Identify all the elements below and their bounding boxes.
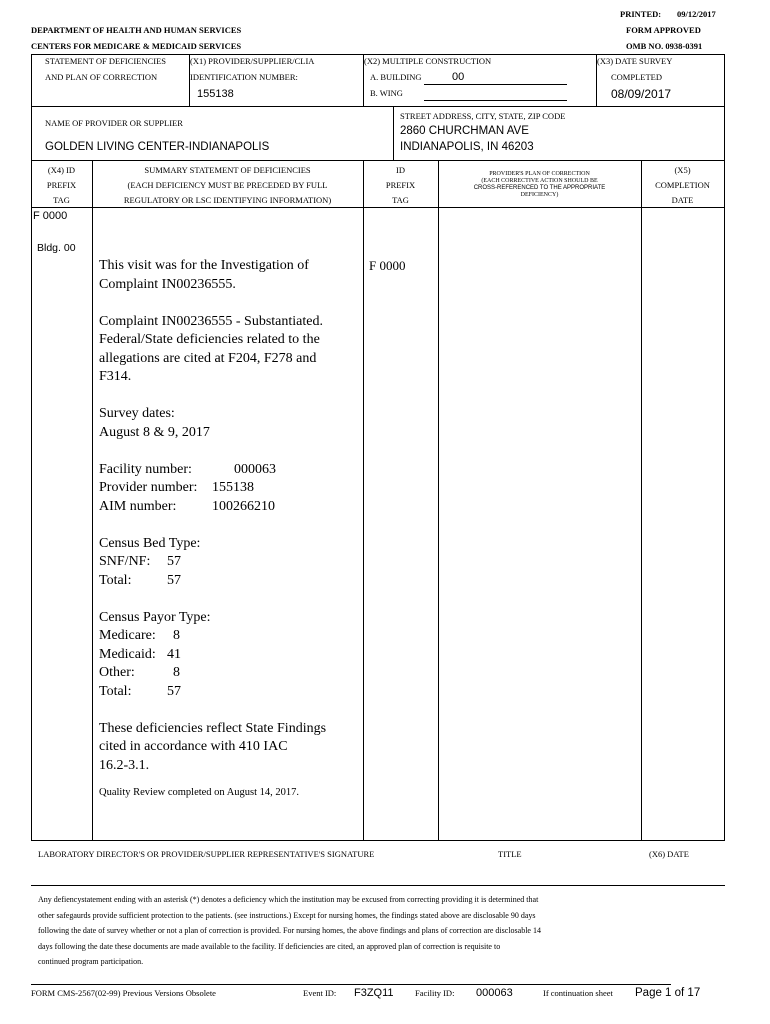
id-header: ID: [396, 165, 405, 175]
facility-number-row: [99, 461, 361, 480]
x2-label: (X2) MULTIPLE CONSTRUCTION: [364, 56, 492, 66]
bed-total-value: 57: [167, 572, 181, 588]
x4-header: (X4) ID: [47, 165, 76, 175]
event-id-label: Event ID:: [303, 988, 337, 998]
plan-header-l1: PROVIDER'S PLAN OF CORRECTION: [489, 171, 590, 177]
medicare-row: [99, 627, 361, 646]
address-line-1: 2860 CHURCHMAN AVE: [400, 125, 529, 137]
form-number: FORM CMS-2567(02-99) Previous Versions Obsolete: [31, 988, 216, 998]
medicaid-label: Medicaid:: [99, 646, 156, 662]
address-line-2: INDIANAPOLIS, IN 46203: [400, 141, 534, 153]
bed-total-row: [99, 572, 361, 591]
x4-tag: TAG: [53, 195, 70, 205]
printed-date: 09/12/2017: [677, 9, 716, 19]
x5-header: (X5): [674, 165, 691, 175]
other-row: [99, 664, 361, 683]
summary-subheader: (EACH DEFICIENCY MUST BE PRECEDED BY FULL: [127, 180, 328, 190]
aim-number-label: AIM number:: [99, 498, 177, 514]
facility-number-label: Facility number:: [99, 461, 192, 477]
title-label: TITLE: [498, 849, 522, 859]
payor-total-row: [99, 683, 361, 702]
plan-header-l4: DEFICIENCY): [520, 192, 559, 198]
snf-row: [99, 553, 361, 572]
provider-name: GOLDEN LIVING CENTER-INDIANAPOLIS: [45, 141, 270, 153]
x4-prefix: PREFIX: [46, 180, 77, 190]
disclaimer-l5: continued program participation.: [38, 957, 144, 966]
p1-line-1: This visit was for the Investigation of: [99, 258, 309, 273]
wing-underline: [424, 100, 567, 101]
x1-label: (X1) PROVIDER/SUPPLIER/CLIA: [190, 56, 315, 66]
census-bed-label: Census Bed Type:: [99, 535, 201, 551]
plan-label: AND PLAN OF CORRECTION: [45, 72, 158, 82]
facility-id-value: 000063: [476, 987, 513, 999]
p2-line-1: Complaint IN00236555 - Substantiated.: [99, 313, 323, 329]
page-number: Page 1 of 17: [635, 987, 701, 999]
plan-header-l3: CROSS-REFERENCED TO THE APPROPRIATE: [473, 185, 606, 191]
medicare-label: Medicare:: [99, 628, 156, 643]
provider-number-row: [99, 479, 361, 498]
p3-line-1: These deficiencies reflect State Findings: [99, 720, 327, 736]
plan-header: [438, 171, 641, 199]
department-title: DEPARTMENT OF HEALTH AND HUMAN SERVICES: [31, 25, 242, 35]
disclaimer-l1: Any defiencystatement ending with an asterisk (*) denotes a deficiency which the institution may be excused from correcting providing it is determined that: [38, 895, 539, 904]
disclaimer-l3: following the date of survey whether or not a plan of correction is provided. For nursing homes, the above findings and plans of correction are disclosable 14: [38, 926, 541, 935]
census-payor-label: Census Payor Type:: [99, 609, 211, 625]
disclaimer-l4: days following the date these documents are made available to the facility. If deficiencies are cited, an approved plan of correction is requisite to: [38, 941, 501, 951]
medicare-value: 8: [173, 628, 180, 643]
building-value: 00: [452, 71, 465, 83]
signature-label: LABORATORY DIRECTOR'S OR PROVIDER/SUPPLIER REPRESENTATIVE'S SIGNATURE: [38, 849, 375, 859]
wing-label: B. WING: [370, 88, 403, 98]
x6-date-label: (X6) DATE: [649, 849, 689, 859]
snf-value: 57: [167, 554, 181, 569]
omb-number: OMB NO. 0938-0391: [626, 41, 703, 51]
x5-completion: COMPLETION: [655, 180, 710, 190]
address-label: STREET ADDRESS, CITY, STATE, ZIP CODE: [400, 111, 566, 121]
aim-number-row: [99, 498, 361, 517]
payor-total-value: 57: [167, 683, 181, 699]
deficiency-tag: F 0000: [33, 210, 68, 222]
provider-id-value: 155138: [197, 88, 234, 100]
disclaimer: [38, 892, 718, 970]
plan-header-l2: (EACH CORRECTIVE ACTION SHOULD BE: [481, 178, 598, 184]
medicaid-value: 41: [167, 646, 181, 662]
medicaid-row: [99, 646, 361, 665]
plan-tag: F 0000: [369, 258, 406, 273]
building-tag: Bldg. 00: [37, 242, 76, 254]
survey-dates-label: Survey dates:: [99, 406, 175, 421]
summary-text: [99, 257, 361, 775]
survey-completed-date: 08/09/2017: [611, 87, 672, 101]
quality-review: Quality Review completed on August 14, 2017.: [99, 787, 300, 798]
printed-label: PRINTED:: [620, 9, 662, 19]
form-approved: FORM APPROVED: [626, 25, 701, 35]
p2-line-4: F314.: [99, 369, 132, 384]
aim-number-value: 100266210: [212, 498, 275, 514]
snf-label: SNF/NF:: [99, 554, 151, 569]
x3-label: (X3) DATE SURVEY: [597, 56, 673, 66]
summary-header: SUMMARY STATEMENT OF DEFICIENCIES: [144, 165, 311, 175]
provider-number-label: Provider number:: [99, 480, 198, 495]
payor-total-label: Total:: [99, 683, 132, 699]
event-id-value: F3ZQ11: [354, 987, 394, 999]
p1-line-2: Complaint IN00236555.: [99, 276, 236, 292]
survey-dates-value: August 8 & 9, 2017: [99, 424, 210, 440]
completed-label: COMPLETED: [611, 72, 662, 82]
id-tag: TAG: [392, 195, 409, 205]
p2-line-3: allegations are cited at F204, F278 and: [99, 350, 317, 366]
other-value: 8: [173, 665, 180, 680]
statement-label: STATEMENT OF DEFICIENCIES: [45, 56, 167, 66]
p3-line-2: cited in accordance with 410 IAC: [99, 739, 288, 754]
provider-name-label: NAME OF PROVIDER OR SUPPLIER: [45, 118, 183, 128]
building-underline: [424, 84, 567, 85]
bed-total-label: Total:: [99, 572, 132, 588]
id-prefix: PREFIX: [385, 180, 416, 190]
provider-number-value: 155138: [212, 480, 254, 495]
p2-line-2: Federal/State deficiencies related to the: [99, 332, 320, 347]
continuation-label: If continuation sheet: [543, 988, 613, 998]
other-label: Other:: [99, 665, 135, 680]
summary-subheader-2: REGULATORY OR LSC IDENTIFYING INFORMATION): [123, 195, 332, 205]
centers-title: CENTERS FOR MEDICARE & MEDICAID SERVICES: [31, 41, 242, 51]
facility-id-label: Facility ID:: [415, 988, 455, 998]
building-label: A. BUILDING: [370, 72, 422, 82]
x1-id-label: IDENTIFICATION NUMBER:: [190, 72, 298, 82]
x5-date: DATE: [671, 195, 694, 205]
p3-line-3: 16.2-3.1.: [99, 757, 150, 773]
facility-number-value: 000063: [234, 461, 276, 477]
disclaimer-l2: other safegaurds provide sufficient protection to the patients. (see instructions.) Except for nursing homes, the findings stated above are disclosable 90 days: [38, 910, 536, 920]
